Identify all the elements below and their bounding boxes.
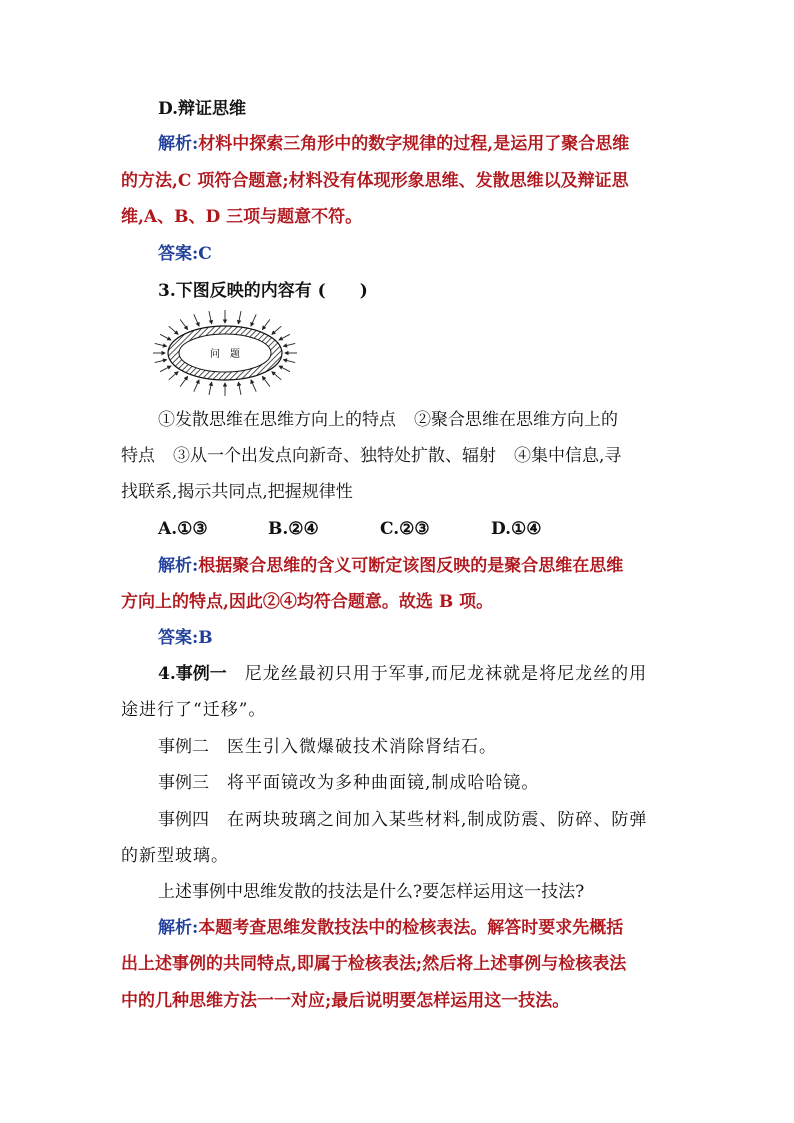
q2-analysis-line-3: 维,A、B、D 三项与题意不符。 [121,207,363,227]
q3-answer [158,627,213,649]
converging-arrow [262,377,270,387]
q4-case1-line-2: 途进行了“迁移”。 [121,700,267,720]
q4-question: 上述事例中思维发散的技法是什么?要怎样运用这一技法? [158,882,585,902]
case4-text: 在两块玻璃之间加入某些材料,制成防震、防碎、防弹 [227,810,648,830]
item-2-cont: 特点 [121,446,155,466]
converging-arrow [160,334,171,340]
converging-arrow [251,314,256,326]
converging-arrow [169,372,178,380]
q4-case4-line-1 [158,809,647,831]
option-b: B.②④ [268,519,319,539]
converging-arrow [194,314,199,326]
q3-items-line-1 [158,409,618,431]
q4-analysis-line-2: 出上述事例的共同特点,即属于检核表法;然后将上述事例与检核表法 [121,954,627,974]
item-2: ②聚合思维在思维方向上的 [414,410,618,430]
item-3: ③从一个出发点向新奇、独特处扩散、辐射 [173,446,496,466]
item-1: ①发散思维在思维方向上的特点 [158,410,396,430]
analysis-text: 本题考查思维发散技法中的检核表法。解答时要求先概括 [198,918,624,938]
converging-arrow [180,319,188,329]
convergent-thinking-diagram [150,306,300,398]
q3-analysis-line-1 [158,555,623,577]
case1-label: 4.事例一 [158,664,227,684]
option-d: D.辩证思维 [158,99,247,119]
q4-analysis-line-1 [158,917,623,939]
q4-case1-line-1 [158,663,647,685]
q2-analysis-line-2: 的方法,C 项符合题意;材料没有体现形象思维、发散思维以及辩证思 [121,171,629,191]
converging-arrow [194,380,199,392]
q3-stem: 3.下图反映的内容有 ( ) [158,281,368,301]
converging-arrow [279,366,290,372]
converging-arrow [209,382,212,395]
converging-arrow [209,311,212,324]
converging-arrow [180,377,188,387]
q2-analysis-line-1 [158,133,629,155]
q4-case2 [158,736,497,758]
converging-arrow [284,343,296,346]
q2-answer [158,243,212,265]
answer-label: 答案: [158,628,199,648]
case2-text: 医生引入微爆破技术消除肾结石。 [227,737,497,757]
converging-arrow [272,326,281,334]
case3-text: 将平面镜改为多种曲面镜,制成哈哈镜。 [227,773,540,793]
answer-value: C [198,244,212,264]
option-d-q3: D.①④ [491,519,542,539]
converging-arrow [155,360,167,363]
converging-arrow [238,382,241,395]
option-a: A.①③ [158,519,208,539]
converging-arrow [262,319,270,329]
q3-items-line-3: 找联系,揭示共同点,把握规律性 [121,482,353,502]
converging-arrow [284,360,296,363]
converging-arrow [251,380,256,392]
case3-label: 事例三 [158,773,209,793]
answer-value: B [198,628,213,648]
analysis-text: 材料中探索三角形中的数字规律的过程,是运用了聚合思维 [198,134,630,154]
analysis-label: 解析: [158,556,199,576]
q4-case3 [158,772,539,794]
converging-arrow [279,334,290,340]
q4-case4-line-2: 的新型玻璃。 [121,846,229,866]
analysis-label: 解析: [158,134,199,154]
answer-label: 答案: [158,244,199,264]
case1-text: 尼龙丝最初只用于军事,而尼龙袜就是将尼龙丝的用 [244,664,648,684]
converging-arrow [160,366,171,372]
diagram-center-label: 问 题 [210,349,240,360]
option-c: C.②③ [380,519,430,539]
converging-arrow [238,311,241,324]
converging-arrow [169,326,178,334]
q4-analysis-line-3: 中的几种思维方法一一对应;最后说明要怎样运用这一技法。 [121,991,570,1011]
case4-label: 事例四 [158,810,209,830]
case2-label: 事例二 [158,737,209,757]
q3-analysis-line-2: 方向上的特点,因此②④均符合题意。故选 B 项。 [121,592,494,612]
converging-arrow [155,343,167,346]
q3-items-line-2 [121,445,621,467]
analysis-label: 解析: [158,918,199,938]
item-4: ④集中信息,寻 [514,446,622,466]
converging-arrow [272,372,281,380]
analysis-text: 根据聚合思维的含义可断定该图反映的是聚合思维在思维 [198,556,624,576]
